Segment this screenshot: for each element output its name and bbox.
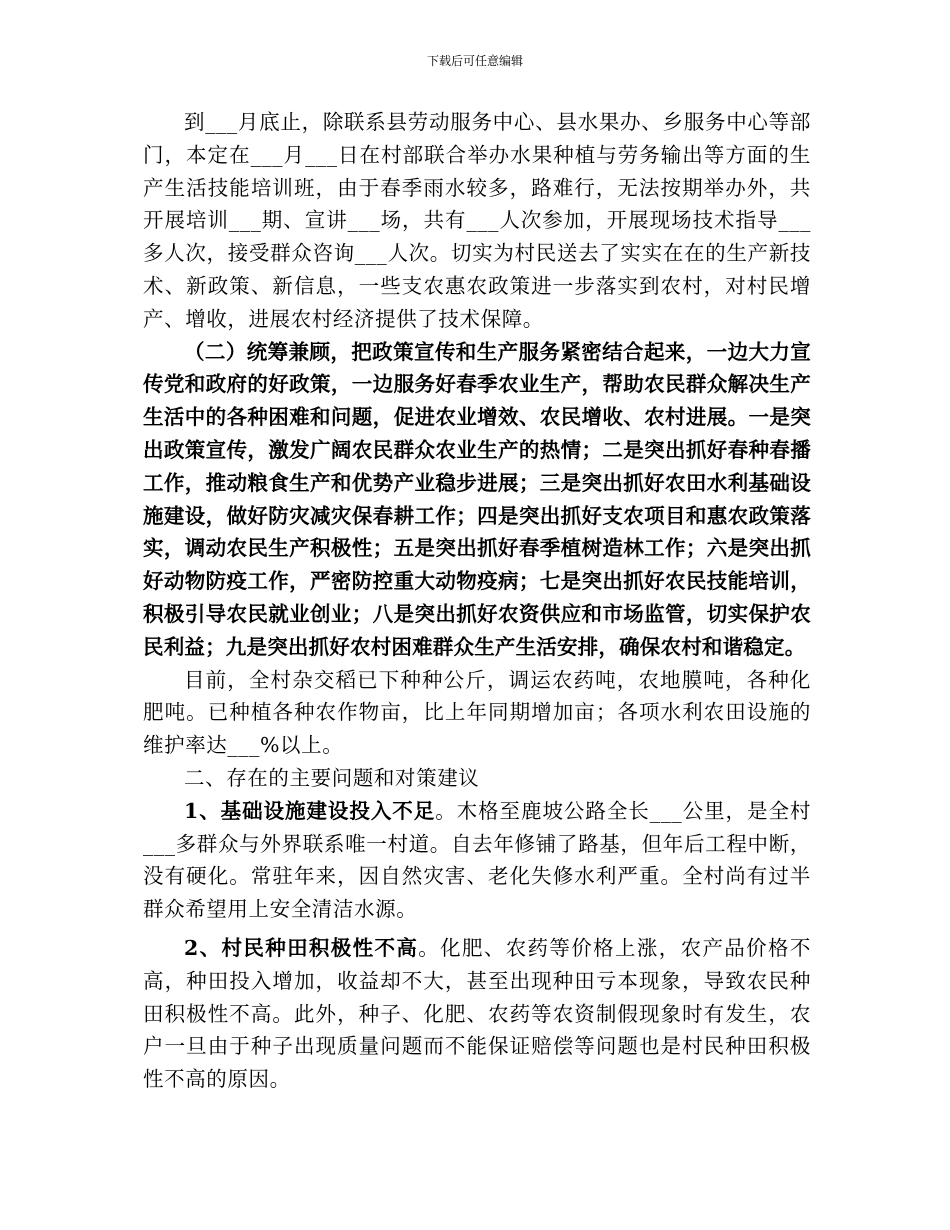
section-heading-problems: 二、存在的主要问题和对策建议: [184, 765, 480, 790]
paragraph-lead-farming: 2、村民种田积极性不高: [184, 935, 419, 960]
page-header: 下载后可任意编辑: [426, 54, 523, 68]
paragraph-policy-and-service: （二）统筹兼顾，把政策宣传和生产服务紧密结合起来，一边大力宣传党和政府的好政策，一边服务好春季农业生产，帮助农民群众解决生产生活中的各种困难和问题，促进农业增效、农民增收、农村进展。一是突出政策宣传，激发广阔农民群众农业生产的热情；二是突出抓好春种春播工作，推动粮食生产和优势产业稳步进展；三是突出抓好农田水利基础设施建设，做好防灾减灾保春耕工作；四是突出抓好支农项目和惠农政策落实，调动农民生产积极性；五是突出抓好春季植树造林工作；六是突出抓好动物防疫工作，严密防控重大动物疫病；七是突出抓好农民技能培训，积极引导农民就业创业；八是突出抓好农资供应和市场监管，切实保护农民利益；九是突出抓好农村困难群众生产生活安排，确保农村和谐稳定。: [143, 339, 811, 659]
paragraph-current-progress: 目前，全村杂交稻已下种种公斤，调运农药吨，农地膜吨，各种化肥吨。已种植各种农作物亩，比上年同期增加亩；各项水利农田设施的维护率达___%以上。: [143, 667, 811, 758]
paragraph-farming-enthusiasm: [143, 932, 811, 1096]
document-body: [143, 106, 811, 1096]
paragraph-lead-infrastructure: 1、基础设施建设投入不足: [184, 798, 436, 823]
paragraph-text-farming: 。化肥、农药等价格上涨，农产品价格不高，种田投入增加，收益却不大，甚至出现种田亏本现象，导致农民种田积极性不高。此外，种子、化肥、农药等农资制假现象时有发生，农户一旦由于种子出现质量问题而不能保证赔偿等问题也是村民种田积极性不高的原因。: [143, 935, 811, 1092]
paragraph-infrastructure: [143, 795, 811, 926]
paragraph-text-infrastructure: 。木格至鹿坡公路全长___公里，是全村___多群众与外界联系唯一村道。自去年修铺了路基，但年后工程中断，没有硬化。常驻年来，因自然灾害、老化失修水利严重。全村尚有过半群众希望用上安全清洁水源。: [143, 798, 811, 922]
paragraph-training-summary: 到___月底止，除联系县劳动服务中心、县水果办、乡服务中心等部门，本定在___月___日在村部联合举办水果种植与劳务输出等方面的生产生活技能培训班，由于春季雨水较多，路难行，无法按期举办外，共开展培训___期、宣讲___场，共有___人次参加，开展现场技术指导___多人次，接受群众咨询___人次。切实为村民送去了实实在在的生产新技术、新政策、新信息，一些支农惠农政策进一步落实到农村，对村民增产、增收，进展农村经济提供了技术保障。: [143, 110, 811, 331]
